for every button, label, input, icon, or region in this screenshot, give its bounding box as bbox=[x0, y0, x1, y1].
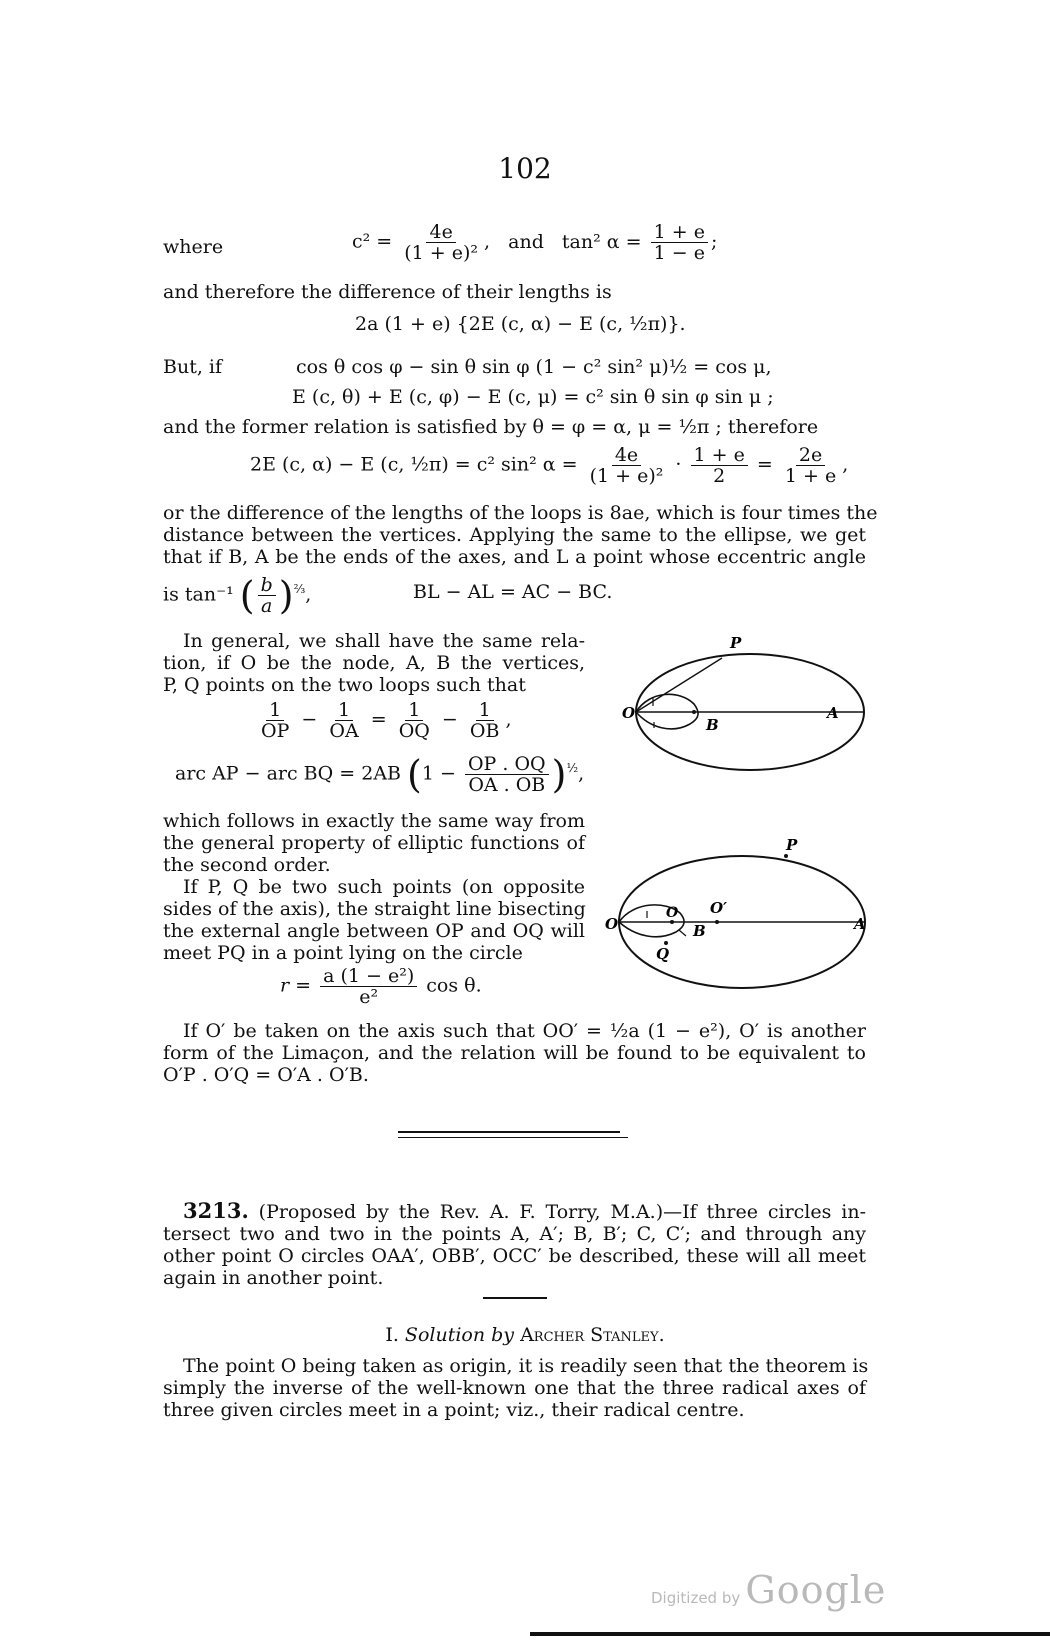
fig2-label-o: O bbox=[605, 915, 619, 933]
para4-line4: If P, Q be two such points (on opposite bbox=[183, 876, 585, 898]
c2-comma: , bbox=[484, 230, 491, 253]
para2-line3: that if B, A be the ends of the axes, and L a point whose eccentric angle bbox=[163, 546, 866, 568]
q3213-line2: tersect two and two in the points A, A′; B, B′; C, C′; and through any bbox=[163, 1223, 866, 1245]
equation-bl-al: BL − AL = AC − BC. bbox=[413, 581, 613, 603]
para4-line6: the external angle between OP and OQ will bbox=[163, 920, 585, 942]
result-comma: , bbox=[842, 453, 849, 476]
circle-cos: cos θ. bbox=[426, 974, 482, 997]
result-f3-den: 1 + e bbox=[784, 465, 837, 487]
equation-e-relation: E (c, θ) + E (c, φ) − E (c, μ) = c² sin θ sin φ sin μ ; bbox=[292, 386, 774, 408]
former-relation-line: and the former relation is satisfied by θ = φ = α, μ = ½π ; therefore bbox=[163, 416, 819, 438]
tan-exponent: ⅔ bbox=[293, 582, 306, 597]
para5-line3: O′P . O′Q = O′A . O′B. bbox=[163, 1064, 369, 1086]
circle-numerator: a (1 − e²) bbox=[320, 966, 417, 987]
equation-reciprocals bbox=[255, 700, 511, 741]
para4-line2: the general property of elliptic functions of bbox=[163, 832, 585, 854]
arc-comma: , bbox=[578, 762, 585, 785]
equation-2e-result bbox=[250, 445, 848, 486]
recip-2-den: OA bbox=[329, 720, 359, 742]
recip-3-num: 1 bbox=[405, 700, 423, 721]
solution-line1: The point O being taken as origin, it is readily seen that the theorem is bbox=[183, 1355, 869, 1377]
arc-exponent: ½ bbox=[566, 761, 579, 776]
tan-semicolon: ; bbox=[710, 230, 718, 253]
recip-equals: = bbox=[370, 708, 387, 731]
circle-denominator: e² bbox=[359, 986, 379, 1008]
arc-lhs: arc AP − arc BQ = 2AB bbox=[175, 762, 401, 785]
but-if-label: But, if bbox=[163, 356, 223, 378]
fig2-label-b: B bbox=[693, 922, 706, 940]
result-lhs: 2E (c, α) − E (c, ½π) = c² sin² α = bbox=[250, 453, 578, 476]
result-fraction-3 bbox=[782, 445, 839, 486]
tan-comma: , bbox=[305, 583, 312, 606]
q3213-line4: again in another point. bbox=[163, 1267, 384, 1289]
solution-heading bbox=[0, 1324, 1050, 1346]
result-equals: = bbox=[756, 453, 773, 476]
b-over-a bbox=[258, 575, 276, 616]
fraction-b: b bbox=[258, 575, 276, 596]
fig1-label-o: O bbox=[622, 704, 636, 722]
para3-line2: tion, if O be the node, A, B the vertices, bbox=[163, 652, 585, 674]
para4-line7: meet PQ in a point lying on the circle bbox=[163, 942, 523, 964]
solution-by: Solution by bbox=[404, 1324, 515, 1346]
recip-3-den: OQ bbox=[398, 720, 430, 742]
separator-rule-bottom bbox=[398, 1137, 628, 1138]
tan-lhs: tan² α = bbox=[561, 230, 642, 253]
separator-rule-top bbox=[398, 1131, 620, 1133]
equation-circle bbox=[280, 966, 482, 1007]
solution-separator bbox=[483, 1297, 547, 1299]
solution-numeral: I. bbox=[385, 1324, 399, 1346]
recip-4-num: 1 bbox=[476, 700, 494, 721]
fraction-a: a bbox=[261, 595, 273, 617]
solution-line2: simply the inverse of the well-known one that the three radical axes of bbox=[163, 1377, 866, 1399]
google-logo: Google bbox=[745, 1568, 887, 1612]
tan-numerator: 1 + e bbox=[651, 222, 708, 243]
arc-denominator: OA . OB bbox=[468, 774, 546, 796]
result-f1-num: 4e bbox=[612, 445, 641, 466]
c2-fraction bbox=[401, 222, 481, 263]
result-fraction-1 bbox=[587, 445, 667, 486]
result-f1-den: (1 + e)² bbox=[589, 465, 664, 487]
circle-lhs: r = bbox=[280, 974, 312, 997]
result-f3-num: 2e bbox=[796, 445, 825, 466]
recip-minus-1: − bbox=[301, 708, 318, 731]
page-number: 102 bbox=[498, 152, 552, 185]
arc-numerator: OP . OQ bbox=[465, 754, 549, 775]
para5-line2: form of the Limaçon, and the relation will be found to be equivalent to bbox=[163, 1042, 866, 1064]
c2-numerator: 4e bbox=[426, 222, 455, 243]
recip-4-den: OB bbox=[469, 720, 500, 742]
fig2-label-a: A bbox=[854, 915, 866, 933]
page-bottom-edge bbox=[530, 1632, 1050, 1636]
para4-line1: which follows in exactly the same way from bbox=[163, 810, 585, 832]
q3213-line1 bbox=[163, 1200, 866, 1223]
fig1-label-p: P bbox=[730, 634, 742, 652]
para4-line5: sides of the axis), the straight line bisecting bbox=[163, 898, 586, 920]
recip-comma: , bbox=[505, 708, 512, 731]
para2-line2: distance between the vertices. Applying the same to the ellipse, we get bbox=[163, 524, 866, 546]
c2-lhs: c² = bbox=[352, 230, 393, 253]
para4-line3: the second order. bbox=[163, 854, 331, 876]
equation-c-squared bbox=[352, 222, 717, 263]
equation-arc-difference: arc AP − arc BQ = 2AB (1 − $\frac{OP . OQ}{OA . OB}$ )$^{\frac{1}{2}}$, bbox=[175, 752, 585, 797]
para1-line1: and therefore the difference of their lengths is bbox=[163, 281, 612, 303]
recip-1-num: 1 bbox=[266, 700, 284, 721]
equation-cos-relation: cos θ cos φ − sin θ sin φ (1 − c² sin² μ)½ = cos μ, bbox=[296, 356, 772, 378]
arc-one-minus: 1 − bbox=[421, 762, 456, 785]
fig2-label-o-inner: O bbox=[666, 905, 679, 921]
result-f2-den: 2 bbox=[713, 465, 726, 487]
equation-length-difference: 2a (1 + e) {2E (c, α) − E (c, ½π)}. bbox=[355, 313, 686, 335]
fig1-label-b: B bbox=[706, 716, 719, 734]
q3213-line1-text: (Proposed by the Rev. A. F. Torry, M.A.)—If three circles in- bbox=[258, 1201, 866, 1223]
where-label: where bbox=[163, 236, 224, 258]
c2-denominator: (1 + e)² bbox=[404, 242, 479, 264]
result-dot: · bbox=[675, 453, 682, 476]
figure-limacon-ellipse bbox=[610, 628, 870, 778]
equation-eccentric-angle: is tan⁻¹ ( $\frac{b}{a}$ )$^{\frac{2}{3}}$, bbox=[163, 573, 312, 618]
para3-line1: In general, we shall have the same rela- bbox=[183, 630, 585, 652]
para5-line1: If O′ be taken on the axis such that OO′ = ½a (1 − e²), O′ is another bbox=[183, 1020, 866, 1042]
recip-1-den: OP bbox=[261, 720, 290, 742]
solution-author: Archer Stanley. bbox=[520, 1324, 665, 1346]
fig2-label-p: P bbox=[786, 836, 798, 854]
para2-line1: or the difference of the lengths of the loops is 8ae, which is four times the bbox=[163, 502, 878, 524]
result-fraction-2 bbox=[691, 445, 748, 486]
digitized-watermark bbox=[651, 1568, 886, 1612]
fig2-label-q: Q bbox=[656, 945, 670, 963]
tan-denominator: 1 − e bbox=[653, 242, 705, 264]
recip-2-num: 1 bbox=[335, 700, 353, 721]
fig1-label-a: A bbox=[827, 704, 839, 722]
question-number: 3213. bbox=[183, 1198, 249, 1223]
figure-limacon-ellipse-bisector bbox=[600, 833, 875, 1003]
and-word: and bbox=[508, 230, 544, 253]
watermark-prefix: Digitized by bbox=[651, 1589, 741, 1607]
fig2-label-o-prime: O′ bbox=[710, 899, 728, 917]
recip-minus-2: − bbox=[441, 708, 458, 731]
para3-line3: P, Q points on the two loops such that bbox=[163, 674, 526, 696]
is-tan-inverse: is tan⁻¹ bbox=[163, 583, 234, 606]
tan-fraction bbox=[651, 222, 708, 263]
q3213-line3: other point O circles OAA′, OBB′, OCC′ be described, these will all meet bbox=[163, 1245, 866, 1267]
solution-line3: three given circles meet in a point; viz., their radical centre. bbox=[163, 1399, 745, 1421]
result-f2-num: 1 + e bbox=[691, 445, 748, 466]
